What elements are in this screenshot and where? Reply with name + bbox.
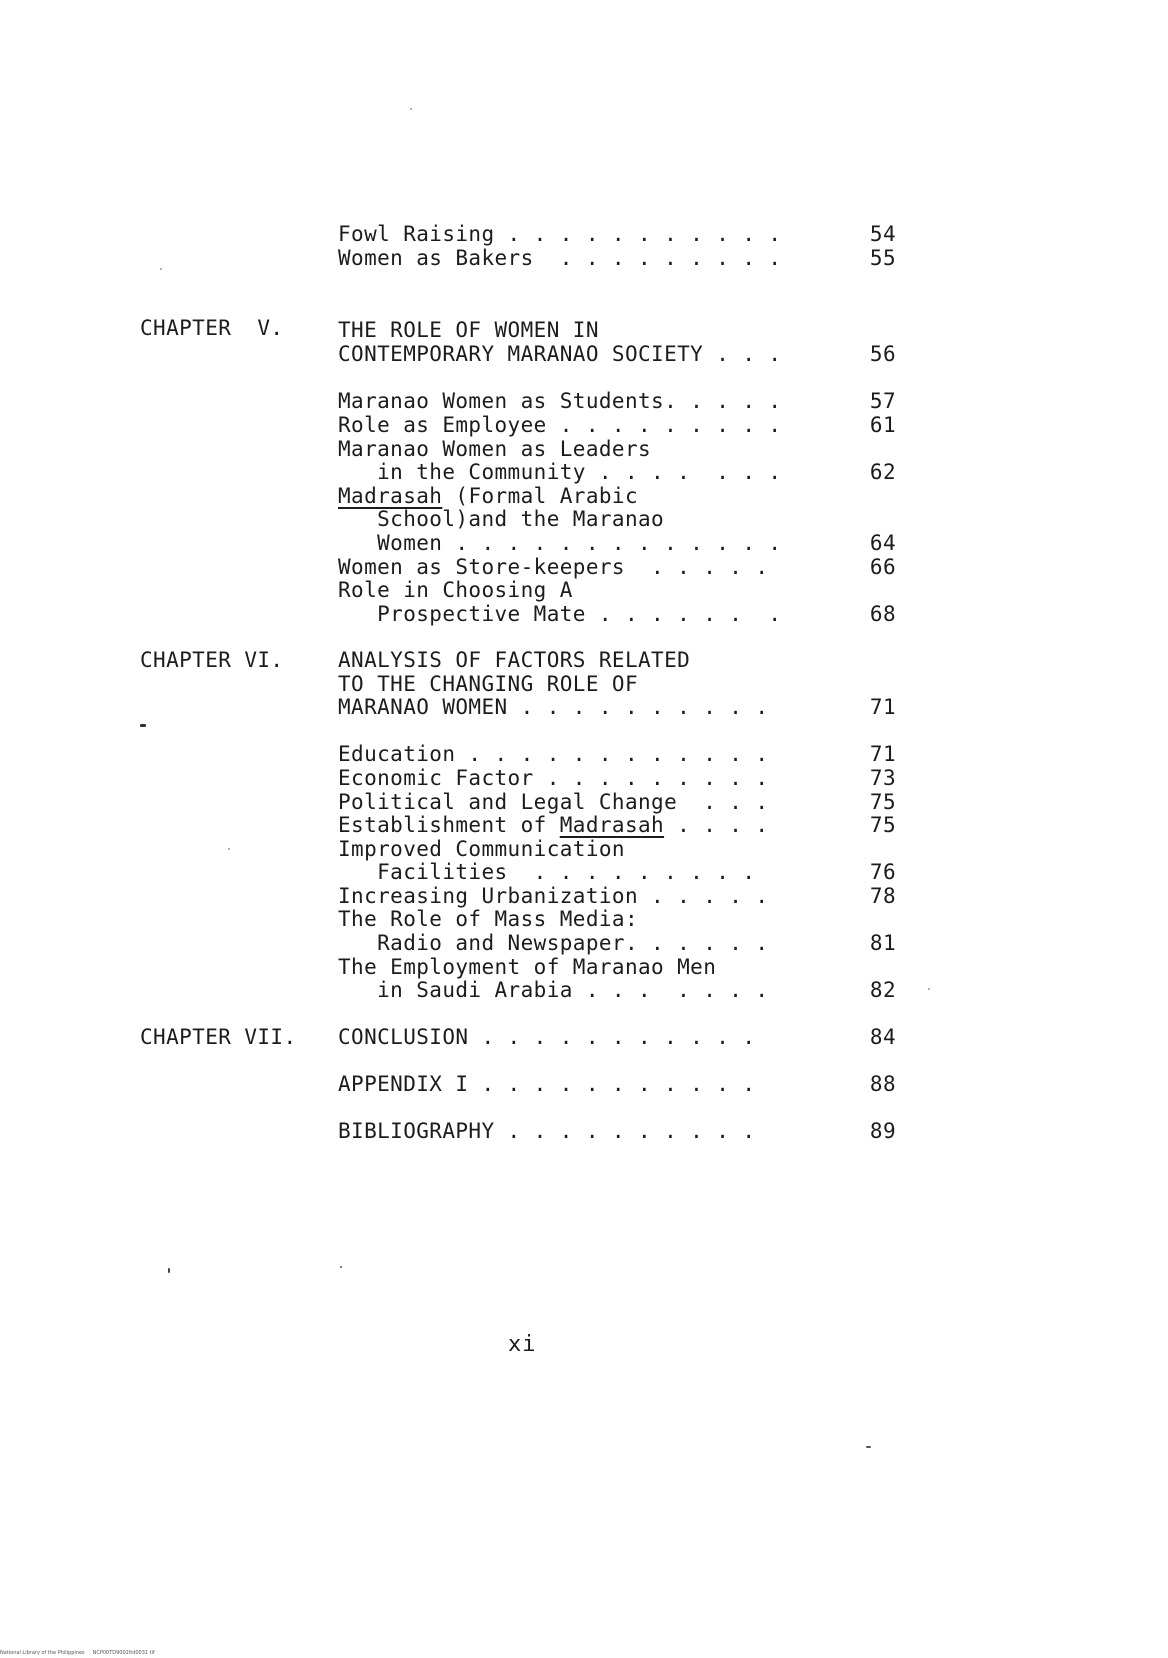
toc-entry-bibliography: BIBLIOGRAPHY . . . . . . . . . . (338, 1119, 756, 1143)
toc-entry-mate-line2: Prospective Mate . . . . . . . (338, 602, 782, 626)
scan-speck (228, 848, 230, 850)
toc-page-number: 82 (869, 978, 896, 1002)
scan-speck (340, 1266, 342, 1268)
scan-speck (140, 724, 146, 727)
madrasah-underlined: Madrasah (559, 813, 665, 837)
toc-entry-students: Maranao Women as Students. . . . . (338, 389, 782, 413)
toc-page-number: 61 (869, 413, 896, 437)
madrasah-subtitle: (Formal Arabic (442, 484, 639, 508)
toc-entry-madrasah-line2: School)and the Maranao (338, 507, 665, 531)
toc-entry-store-keepers: Women as Store-keepers . . . . . (338, 555, 769, 579)
establishment-prefix: Establishment of (338, 813, 560, 837)
chapter-title-vi-line2: TO THE CHANGING ROLE OF (338, 672, 638, 696)
scan-speck (410, 108, 412, 110)
chapter-title-vi-line1: ANALYSIS OF FACTORS RELATED (338, 648, 691, 672)
toc-page-number: 71 (869, 742, 896, 766)
toc-page-number: 81 (869, 931, 896, 955)
toc-page-number: 68 (869, 602, 896, 626)
chapter-title-v-line1: THE ROLE OF WOMEN IN (338, 318, 599, 342)
toc-page-number: 54 (869, 222, 896, 246)
toc-page-number: 78 (869, 884, 896, 908)
toc-entry-leaders-line2: in the Community . . . . . . . (338, 460, 782, 484)
chapter-title-vi-line3: MARANAO WOMEN . . . . . . . . . . (338, 695, 769, 719)
toc-entry-employee: Role as Employee . . . . . . . . . (338, 413, 782, 437)
toc-entry-mass-media-line1: The Role of Mass Media: (338, 907, 638, 931)
toc-page-number: 66 (869, 555, 896, 579)
toc-page-number: 88 (869, 1072, 896, 1096)
toc-page-number: 62 (869, 460, 896, 484)
toc-page-number: 89 (869, 1119, 896, 1143)
toc-entry-economic: Economic Factor . . . . . . . . . (338, 766, 769, 790)
establishment-leader: . . . . (664, 813, 769, 837)
toc-entry-urbanization: Increasing Urbanization . . . . . (338, 884, 769, 908)
scan-speck (168, 1268, 170, 1273)
toc-entry-political: Political and Legal Change . . . (338, 790, 769, 814)
toc-entry-women-as-bakers: Women as Bakers . . . . . . . . . (338, 246, 782, 270)
toc-page-number: 75 (869, 813, 896, 837)
toc-entry-mate-line1: Role in Choosing A (338, 578, 573, 602)
page-folio: xi (508, 1332, 537, 1357)
toc-entry-employment-line1: The Employment of Maranao Men (338, 955, 717, 979)
madrasah-underlined: Madrasah (338, 484, 443, 508)
toc-page-number: 75 (869, 790, 896, 814)
chapter-label-v: CHAPTER V. (140, 316, 284, 340)
toc-entry-appendix: APPENDIX I . . . . . . . . . . . (338, 1072, 756, 1096)
toc-entry-education: Education . . . . . . . . . . . . (338, 742, 769, 766)
scan-footer-label: National Library of the Philippines NCP00TD9002ltd0031 tif (0, 1650, 155, 1656)
toc-page-number: 56 (869, 342, 896, 366)
toc-entry-conclusion: CONCLUSION . . . . . . . . . . . (338, 1025, 756, 1049)
toc-page-number: 55 (869, 246, 896, 270)
scan-speck (928, 988, 930, 990)
toc-entry-fowl-raising: Fowl Raising . . . . . . . . . . . (338, 222, 782, 246)
chapter-label-vii: CHAPTER VII. (140, 1025, 297, 1049)
toc-page-number: 84 (869, 1025, 896, 1049)
toc-page-number: 76 (869, 860, 896, 884)
chapter-title-v-line2: CONTEMPORARY MARANAO SOCIETY . . . (338, 342, 782, 366)
scan-speck (160, 268, 162, 270)
toc-page-number: 64 (869, 531, 896, 555)
toc-entry-communication-line2: Facilities . . . . . . . . . (338, 860, 756, 884)
chapter-label-vi: CHAPTER VI. (140, 648, 284, 672)
toc-page-number: 57 (869, 389, 896, 413)
toc-entry-communication-line1: Improved Communication (338, 837, 625, 861)
toc-entry-leaders-line1: Maranao Women as Leaders (338, 437, 652, 461)
scan-speck (866, 1446, 871, 1448)
toc-entry-establishment (338, 813, 768, 837)
toc-entry-madrasah-line1 (338, 484, 638, 508)
toc-page-number: 73 (869, 766, 896, 790)
toc-entry-employment-line2: in Saudi Arabia . . . . . . . (338, 978, 769, 1002)
toc-entry-mass-media-line2: Radio and Newspaper. . . . . . (338, 931, 769, 955)
toc-entry-madrasah-line3: Women . . . . . . . . . . . . . (338, 531, 782, 555)
toc-page-number: 71 (869, 695, 896, 719)
